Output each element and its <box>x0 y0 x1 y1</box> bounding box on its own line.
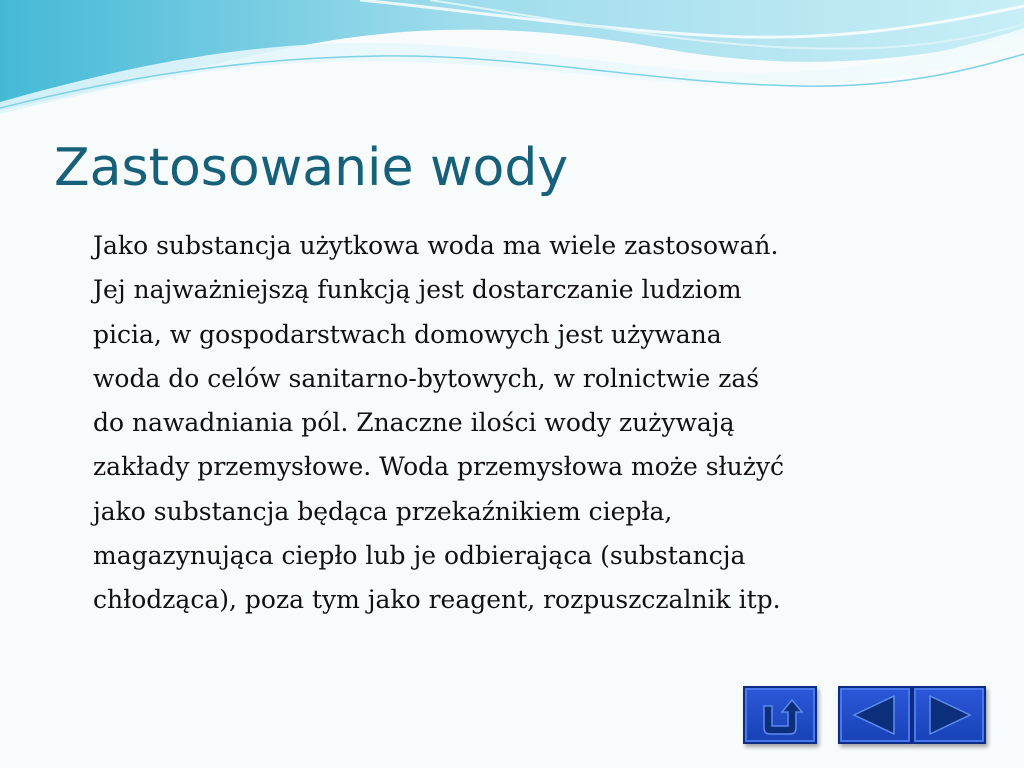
body-paragraph <box>93 224 973 623</box>
slide-title: Zastosowanie wody <box>54 138 569 198</box>
body-line: picia, w gospodarstwach domowych jest używana <box>93 319 722 349</box>
body-line: jako substancja będąca przekaźnikiem ciepła, <box>93 496 673 526</box>
wave-header-decoration <box>0 0 1024 120</box>
next-slide-button[interactable] <box>912 686 986 744</box>
body-line: chłodząca), poza tym jako reagent, rozpuszczalnik itp. <box>93 585 781 615</box>
body-line: Jej najważniejszą funkcją jest dostarczanie ludziom <box>93 275 742 305</box>
return-button[interactable] <box>743 686 817 744</box>
body-line: magazynująca ciepło lub je odbierająca (substancja <box>93 541 746 571</box>
previous-triangle-icon <box>840 688 910 742</box>
body-line: zakłady przemysłowe. Woda przemysłowa może służyć <box>93 452 785 482</box>
previous-slide-button[interactable] <box>838 686 912 744</box>
body-line: do nawadniania pól. Znaczne ilości wody zużywają <box>93 408 735 438</box>
return-icon <box>745 688 815 742</box>
body-line: woda do celów sanitarno-bytowych, w rolnictwie zaś <box>93 363 760 393</box>
body-line: Jako substancja użytkowa woda ma wiele zastosowań. <box>93 231 779 260</box>
next-triangle-icon <box>914 688 984 742</box>
